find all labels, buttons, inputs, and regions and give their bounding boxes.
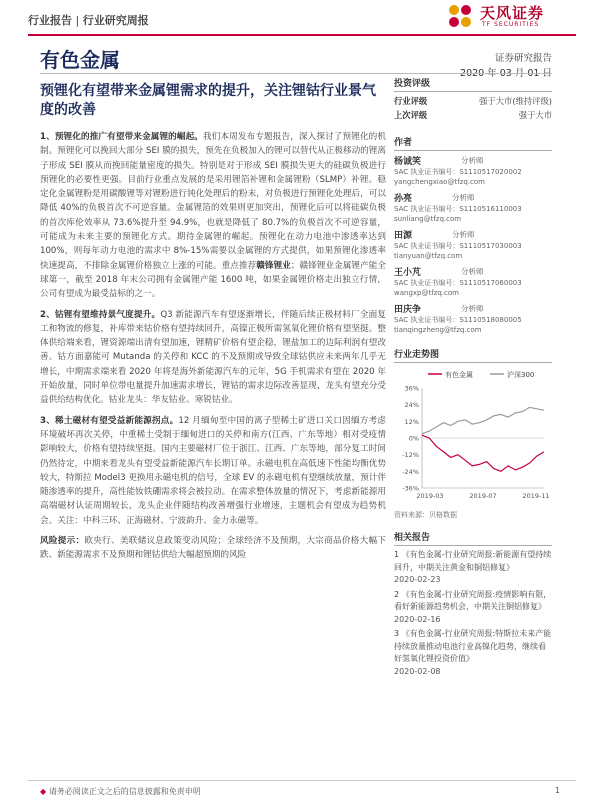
risk-lead: 风险提示： xyxy=(40,536,85,547)
author-sac: SAC 执业证书编号：S1110517020002 xyxy=(394,168,522,176)
author-card xyxy=(394,265,552,298)
related-reports xyxy=(394,530,552,678)
rating-value: 强于大市 xyxy=(518,110,552,120)
paragraph-1-highlight: 赣锋锂业 xyxy=(256,260,291,271)
y-tick-label: 0% xyxy=(408,434,419,443)
related-heading: 相关报告 xyxy=(394,530,552,546)
author-name: 田庆争 xyxy=(394,305,422,315)
author-sac: SAC 执业证书编号：S1110516110003 xyxy=(394,205,522,213)
header-separator: | xyxy=(75,14,83,27)
paragraph-2-lead: 2、钴锂有望维持景气度提升。 xyxy=(40,309,161,320)
logo-text-en: TF SECURITIES xyxy=(482,21,540,28)
rating-value: 强于大市(维持评级) xyxy=(479,96,552,106)
related-report-item[interactable] xyxy=(394,549,552,587)
x-tick-label: 2019-11 xyxy=(522,492,550,500)
author-email[interactable]: wangxp@tfzq.com xyxy=(394,289,459,297)
related-report-title[interactable]: 1 《有色金属-行业研究周报:新能源有望持续回升，中期关注黄金和铜铝修复》 xyxy=(394,550,552,572)
report-title: 预锂化有望带来金属锂需求的提升，关注锂钴行业景气度的改善 xyxy=(40,83,376,118)
author-card xyxy=(394,191,552,224)
y-tick-label: 36% xyxy=(404,384,419,393)
related-report-item[interactable] xyxy=(394,628,552,678)
authors-heading: 作者 xyxy=(394,135,552,151)
report-type-header xyxy=(28,12,149,28)
chart-source: 资料来源：贝格数据 xyxy=(394,511,457,519)
legend-label: 有色金属 xyxy=(445,371,473,379)
risk-text: 欧央行、美联储议息政策变动风险；全球经济不及预期，大宗商品价格大幅下跌、新能源需求不及预期和锂钴供给大幅超预期的风险 xyxy=(40,536,386,561)
header-divider xyxy=(28,34,576,36)
author-email[interactable]: yangchengxiao@tfzq.com xyxy=(394,178,485,186)
paragraph-1-tail: ；赣锋锂业金属锂产能全球第一，截至 2018 年末公司拥有金属锂产能 1600 吨，如果金属锂价格走出独立行情，公司有望成为最受益标的之一。 xyxy=(40,260,386,300)
footer-disclaimer xyxy=(40,786,201,797)
related-report-date: 2020-02-23 xyxy=(394,575,441,584)
y-tick-label: 24% xyxy=(404,401,419,410)
x-tick-label: 2019-07 xyxy=(469,492,497,500)
logo-mark-icon xyxy=(446,2,474,30)
author-card xyxy=(394,154,552,187)
footer-note: 请务必阅读正文之后的信息披露和免责申明 xyxy=(48,787,201,796)
legend-label: 沪深300 xyxy=(507,371,535,379)
author-role: 分析师 xyxy=(452,230,475,239)
rating-row xyxy=(394,109,552,123)
author-role: 分析师 xyxy=(452,193,475,202)
series-line xyxy=(422,435,544,471)
trend-heading: 行业走势图 xyxy=(394,347,552,363)
trend-chart-svg xyxy=(394,366,552,506)
author-email[interactable]: tianqingzheng@tfzq.com xyxy=(394,326,482,334)
rating-heading: 投资评级 xyxy=(394,76,552,92)
related-report-date: 2020-02-16 xyxy=(394,614,441,624)
author-name: 杨诚笑 xyxy=(394,157,422,167)
related-report-title[interactable]: 3 《有色金属-行业研究周报:特斯拉未来产能持续放量推动电池行业高镍化趋势，继续看好氢氧化锂投资价值》 xyxy=(394,629,552,663)
author-email[interactable]: sunliang@tfzq.com xyxy=(394,215,462,223)
author-sac: SAC 执业证书编号：S1110517060003 xyxy=(394,279,522,287)
body-paragraph-3 xyxy=(40,414,386,528)
company-logo xyxy=(446,0,576,34)
paragraph-2-text: Q3 新能源汽车有望逐渐增长，伴随后续正极材料厂全面复工和物流的修复，补库带来钴价格有望持续回升，高镍正极所需氢氧化锂价格有望坚挺。整体供给端来看，锂资源端出清有望加速，锂精矿价格有望企稳，锂盐加工的边际利润有望改善。钴方面嘉能可 Mutanda 的关停和 KCC 的不及预期或导致全球钴供应未来两年几乎无增长，中期需求端来看 2020 年将是海外新能源汽车的元年，5G 手机需求有望在 2020 年开始放量，同时单位带电量提升加速需求增长，锂钴的需求边际改善显现，龙头有望充分受益供给结构优化。钴业龙头：华友钴业、寒锐钴业。 xyxy=(40,309,386,406)
author-name: 田源 xyxy=(394,231,413,241)
related-report-item[interactable] xyxy=(394,589,552,627)
author-name: 王小芃 xyxy=(394,268,422,278)
sector-title: 有色金属 xyxy=(40,48,120,72)
info-icon: ◆ xyxy=(40,787,47,796)
y-tick-label: -12% xyxy=(402,451,419,460)
author-role: 分析师 xyxy=(461,156,484,165)
report-body xyxy=(40,130,386,569)
author-name: 孙亮 xyxy=(394,194,413,204)
y-tick-label: -24% xyxy=(402,467,419,476)
author-sac: SAC 执业证书编号：S1110518080005 xyxy=(394,316,522,324)
title-divider xyxy=(40,73,552,74)
series-line xyxy=(422,407,544,433)
rating-row xyxy=(394,95,552,109)
sidebar xyxy=(394,76,552,680)
y-tick-label: 12% xyxy=(404,417,419,426)
body-paragraph-1 xyxy=(40,130,386,302)
logo-text-cn: 天风证券 xyxy=(480,4,545,22)
paragraph-3-text: 12 月缅甸至中国的离子型稀土矿进口关口因缅方考虑环境破坏再次关停，中重稀土受制于缅甸进口的关停和南方(江西、广东等地）相对受疫情影响较大，价格有望持续坚挺。国内主要磁材厂位于浙江、江西、广东等地，部分复工时间仍然待定，中期来看龙头有望受益新能源汽车长期订单。永磁电机在高低速下性能均衡优势较大，特斯拉 Model3 更换用永磁电机的信号，全球 EV 的永磁电机有望继续放量，预计伴随渗透率的提升，高性能钕铁硼需求将会被拉动。在需求整体放量的情况下，考虑新能源用高端磁材认证周期较长，龙头企业伴随结构改善增强行业增速，主题机会有望成为趋势机会。关注：中科三环、正海磁材、宁波韵升、金力永磁等。 xyxy=(40,415,387,526)
author-sac: SAC 执业证书编号：S1110517030003 xyxy=(394,242,522,250)
author-role: 分析师 xyxy=(461,304,484,313)
report-subtype: 行业研究周报 xyxy=(82,14,149,27)
related-report-date: 2020-02-08 xyxy=(394,666,441,676)
risk-paragraph xyxy=(40,534,386,563)
trend-chart xyxy=(394,366,552,516)
related-report-title[interactable]: 2 《有色金属-行业研究周报:疫情影响有限，看好新能源趋势机会，中期关注铜铝修复》 xyxy=(394,589,552,611)
page-number: 1 xyxy=(554,786,560,795)
report-type: 行业报告 xyxy=(28,14,72,27)
body-paragraph-2 xyxy=(40,308,386,408)
rating-key: 上次评级 xyxy=(394,110,428,120)
authors-list xyxy=(394,154,552,335)
author-email[interactable]: tianyuan@tfzq.com xyxy=(394,252,463,260)
footer-divider xyxy=(28,780,576,781)
report-kind: 证券研究报告 xyxy=(494,53,552,64)
paragraph-3-lead: 3、稀土磁材有望受益新能源拐点。 xyxy=(40,415,179,426)
rating-key: 行业评级 xyxy=(394,96,428,106)
author-role: 分析师 xyxy=(461,267,484,276)
paragraph-1-lead: 1、预锂化的推广有望带来金属锂的崛起。 xyxy=(40,132,204,142)
author-card xyxy=(394,302,552,335)
paragraph-1-text: 我们本周发布专题报告，深入探讨了预锂化的机制。预锂化可以挽回大部分 SEI 膜的损失，预先在负极加入的锂可以替代从正极移动的锂离子形成 SEI 膜从而挽回能量密度的损失。特别是对于形成 SEI 膜损失更大的硅碳负极进行预锂化的必要性更强。目前行业重点发展的是采用锂箔补锂和金属锂粉（SLMP）补锂。稳定化金属锂粉是用碳酸锂等对锂粉进行钝化处理后的粉末，对负极进行预锂化处理后，可以降低 40%的负极首次不可逆容量。金属锂箔的效果则更加突出，预锂化后可以将硅碳负极的首次库伦效率从 73.6%提升至 94.9%，也就是降低了 80.7%的负极首次不可逆容量，可能成为未来主要的预锂化方式。期待金属锂的崛起。预锂化在动力电池中渗透率达到 100%，则每年动力电池的需求中 8%-15%需要以金属锂的方式提供，如果预锂化渗透率快速提高，不排除金属锂价格独立上涨的可能。重点推荐 xyxy=(40,132,386,271)
author-card xyxy=(394,228,552,261)
x-tick-label: 2019-03 xyxy=(416,492,444,500)
y-tick-label: -36% xyxy=(402,484,419,493)
